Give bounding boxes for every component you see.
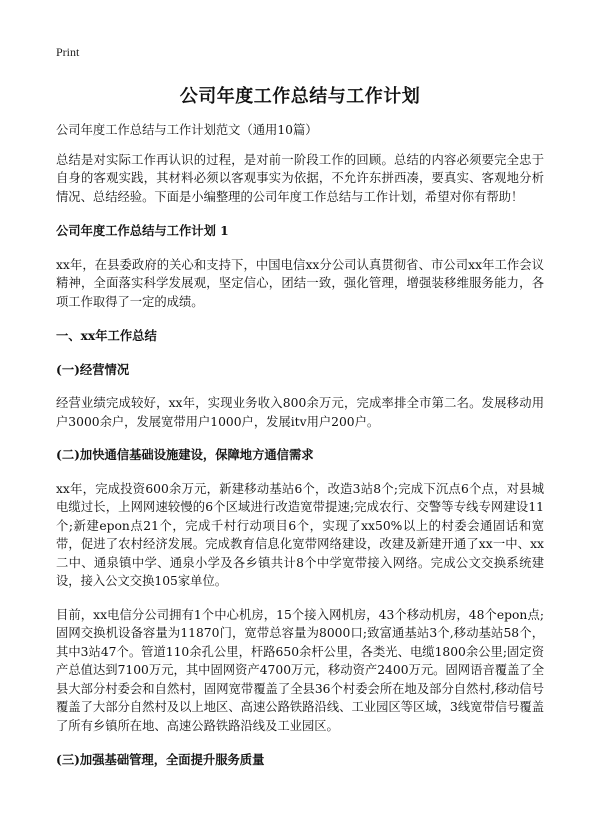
- subheading-business: (一)经营情况: [56, 361, 130, 377]
- document-body: [56, 121, 544, 785]
- business-paragraph: 经营业绩完成较好，xx年，实现业务收入800余万元，完成率排全市第二名。发展移动用户3000余户，发展宽带用户1000户，发展itv用户200户。: [56, 396, 544, 429]
- document-title: 公司年度工作总结与工作计划: [179, 86, 421, 107]
- current-status-paragraph: 目前，xx电信分公司拥有1个中心机房，15个接入网机房，43个移动机房，48个epon点;固网交换机设备容量为11870门，宽带总容量为8000口;致富通基站3个,移动基站58个，其中3站47个。管道110余孔公里，杆路650余杆公里，各类光、电缆1800余公里;固定资产总值达到7100万元，其中固网资产4700万元，移动资产2400万元。固网语音覆盖了全县大部分村委会和自然村，固网宽带覆盖了全县36个村委会所在地及部分自然村,移动信号覆盖了大部分自然村及以上地区、高速公路铁路沿线、工业园区等区域，3线宽带信号覆盖了所有乡镇所在地、高速公路铁路沿线及工业园区。: [56, 607, 544, 733]
- heading-work-summary: 一、xx年工作总结: [56, 328, 157, 343]
- print-label: Print: [56, 45, 80, 59]
- section1-paragraph: xx年，在县委政府的关心和支持下，中国电信xx分公司认真贯彻省、市公司xx年工作会议精神，全面落实科学发展观，坚定信心，团结一致，强化管理，增强装移维服务能力，各项工作取得了一定的成绩。: [56, 257, 544, 309]
- infrastructure-paragraph: xx年，完成投资600余万元，新建移动基站6个，改造3站8个;完成下沉点6个点，对县城电缆过长，上网网速较慢的6个区域进行改造宽带提速;完成农行、交警等专线专网建设11个;新建epon点21个，完成千村行动项目6个，实现了xx50%以上的村委会通固话和宽带，促进了农村经济发展。完成教育信息化宽带网络建设，改建及新建开通了xx一中、xx二中、通泉镇中学、通泉小学及各乡镇共计8个中学宽带接入网络。完成公文交换系统建设，接入公文交换105家单位。: [56, 481, 544, 588]
- document-subtitle: 公司年度工作总结与工作计划范文（通用10篇）: [56, 123, 318, 137]
- subheading-management: (三)加强基础管理，全面提升服务质量: [56, 752, 265, 767]
- subheading-infrastructure: (二)加快通信基础设施建设，保障地方通信需求: [56, 447, 314, 462]
- section-heading-1: 公司年度工作总结与工作计划 1: [56, 223, 229, 238]
- intro-paragraph: 总结是对实际工作再认识的过程，是对前一阶段工作的回顾。总结的内容必须要完全忠于自身的客观实践，其材料必须以客观事实为依据，不允许东拼西凑，要真实、客观地分析情况、总结经验。下面是小编整理的公司年度工作总结与工作计划，希望对你有帮助！: [56, 152, 544, 204]
